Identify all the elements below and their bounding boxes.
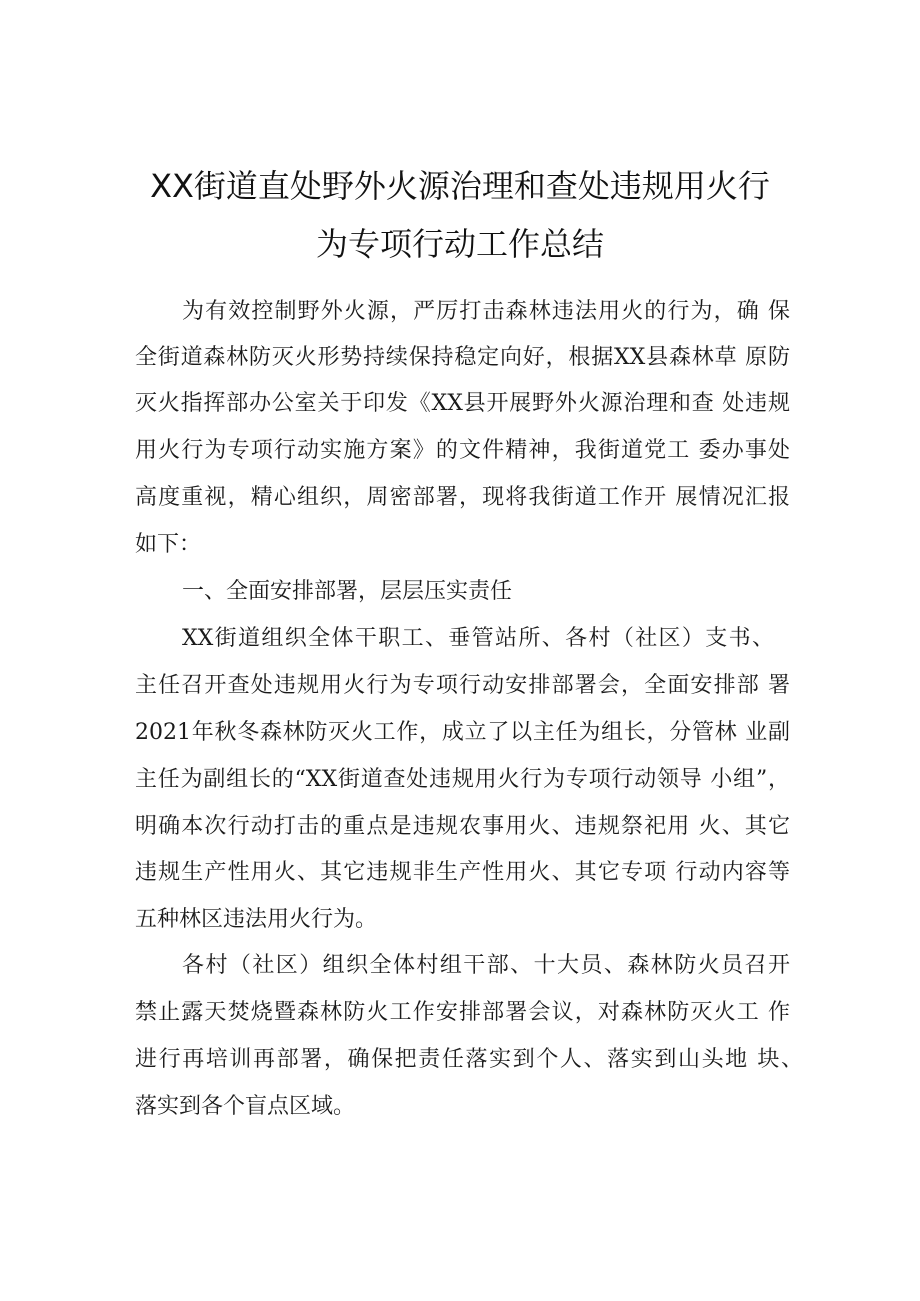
paragraph-2-line-5: 明确本次行动打击的重点是违规农事用火、违规祭祀用 火、其它 [135,814,790,839]
paragraph-2-line-6: 违规生产性用火、其它违规非生产性用火、其它专项 行动内容等 [135,860,790,885]
paragraph-2-line-2: 主任召开查处违规用火行为专项行动安排部署会，全面安排部 署 [135,673,790,698]
paragraph-2-line-3: 2021年秋冬森林防灭火工作，成立了以主任为组长，分管林 业副 [135,720,790,745]
paragraph-1-line-3: 灭火指挥部办公室关于印发《XX县开展野外火源治理和查 处违规 [135,391,790,416]
paragraph-1-line-6: 如下： [135,532,202,557]
paragraph-1-line-5: 高度重视，精心组织，周密部署，现将我街道工作开 展情况汇报 [135,485,790,510]
paragraph-3-line-2: 禁止露天焚烧暨森林防火工作安排部署会议，对森林防灭火工 作 [135,1000,790,1025]
paragraph-3-line-3: 进行再培训再部署，确保把责任落实到个人、落实到山头地 块、 [135,1047,803,1072]
paragraph-1-line-2: 全街道森林防灭火形势持续保持稳定向好，根据XX县森林草 原防 [135,345,790,370]
paragraph-3-line-1: 各村（社区）组织全体村组干部、十大员、森林防火员召开 [182,953,790,978]
paragraph-1-line-4: 用火行为专项行动实施方案》的文件精神，我街道党工 委办事处 [135,438,790,463]
paragraph-1-line-1: 为有效控制野外火源，严厉打击森林违法用火的行为，确 保 [182,299,790,324]
paragraph-2-line-7: 五种林区违法用火行为。 [135,907,378,932]
paragraph-2-line-4: 主任为副组长的“XX街道查处违规用火行为专项行动领导 小组”， [135,767,790,792]
document-title-line-2: 为专项行动工作总结 [315,225,604,263]
document-title-line-1: XX街道直处野外火源治理和查处违规用火行 [150,167,770,205]
section-heading-1: 一、全面安排部署，层层压实责任 [182,579,513,604]
paragraph-3-line-4: 落实到各个盲点区域。 [135,1094,356,1119]
paragraph-2-line-1: XX街道组织全体干职工、垂管站所、各村（社区）支书、 [182,626,774,651]
